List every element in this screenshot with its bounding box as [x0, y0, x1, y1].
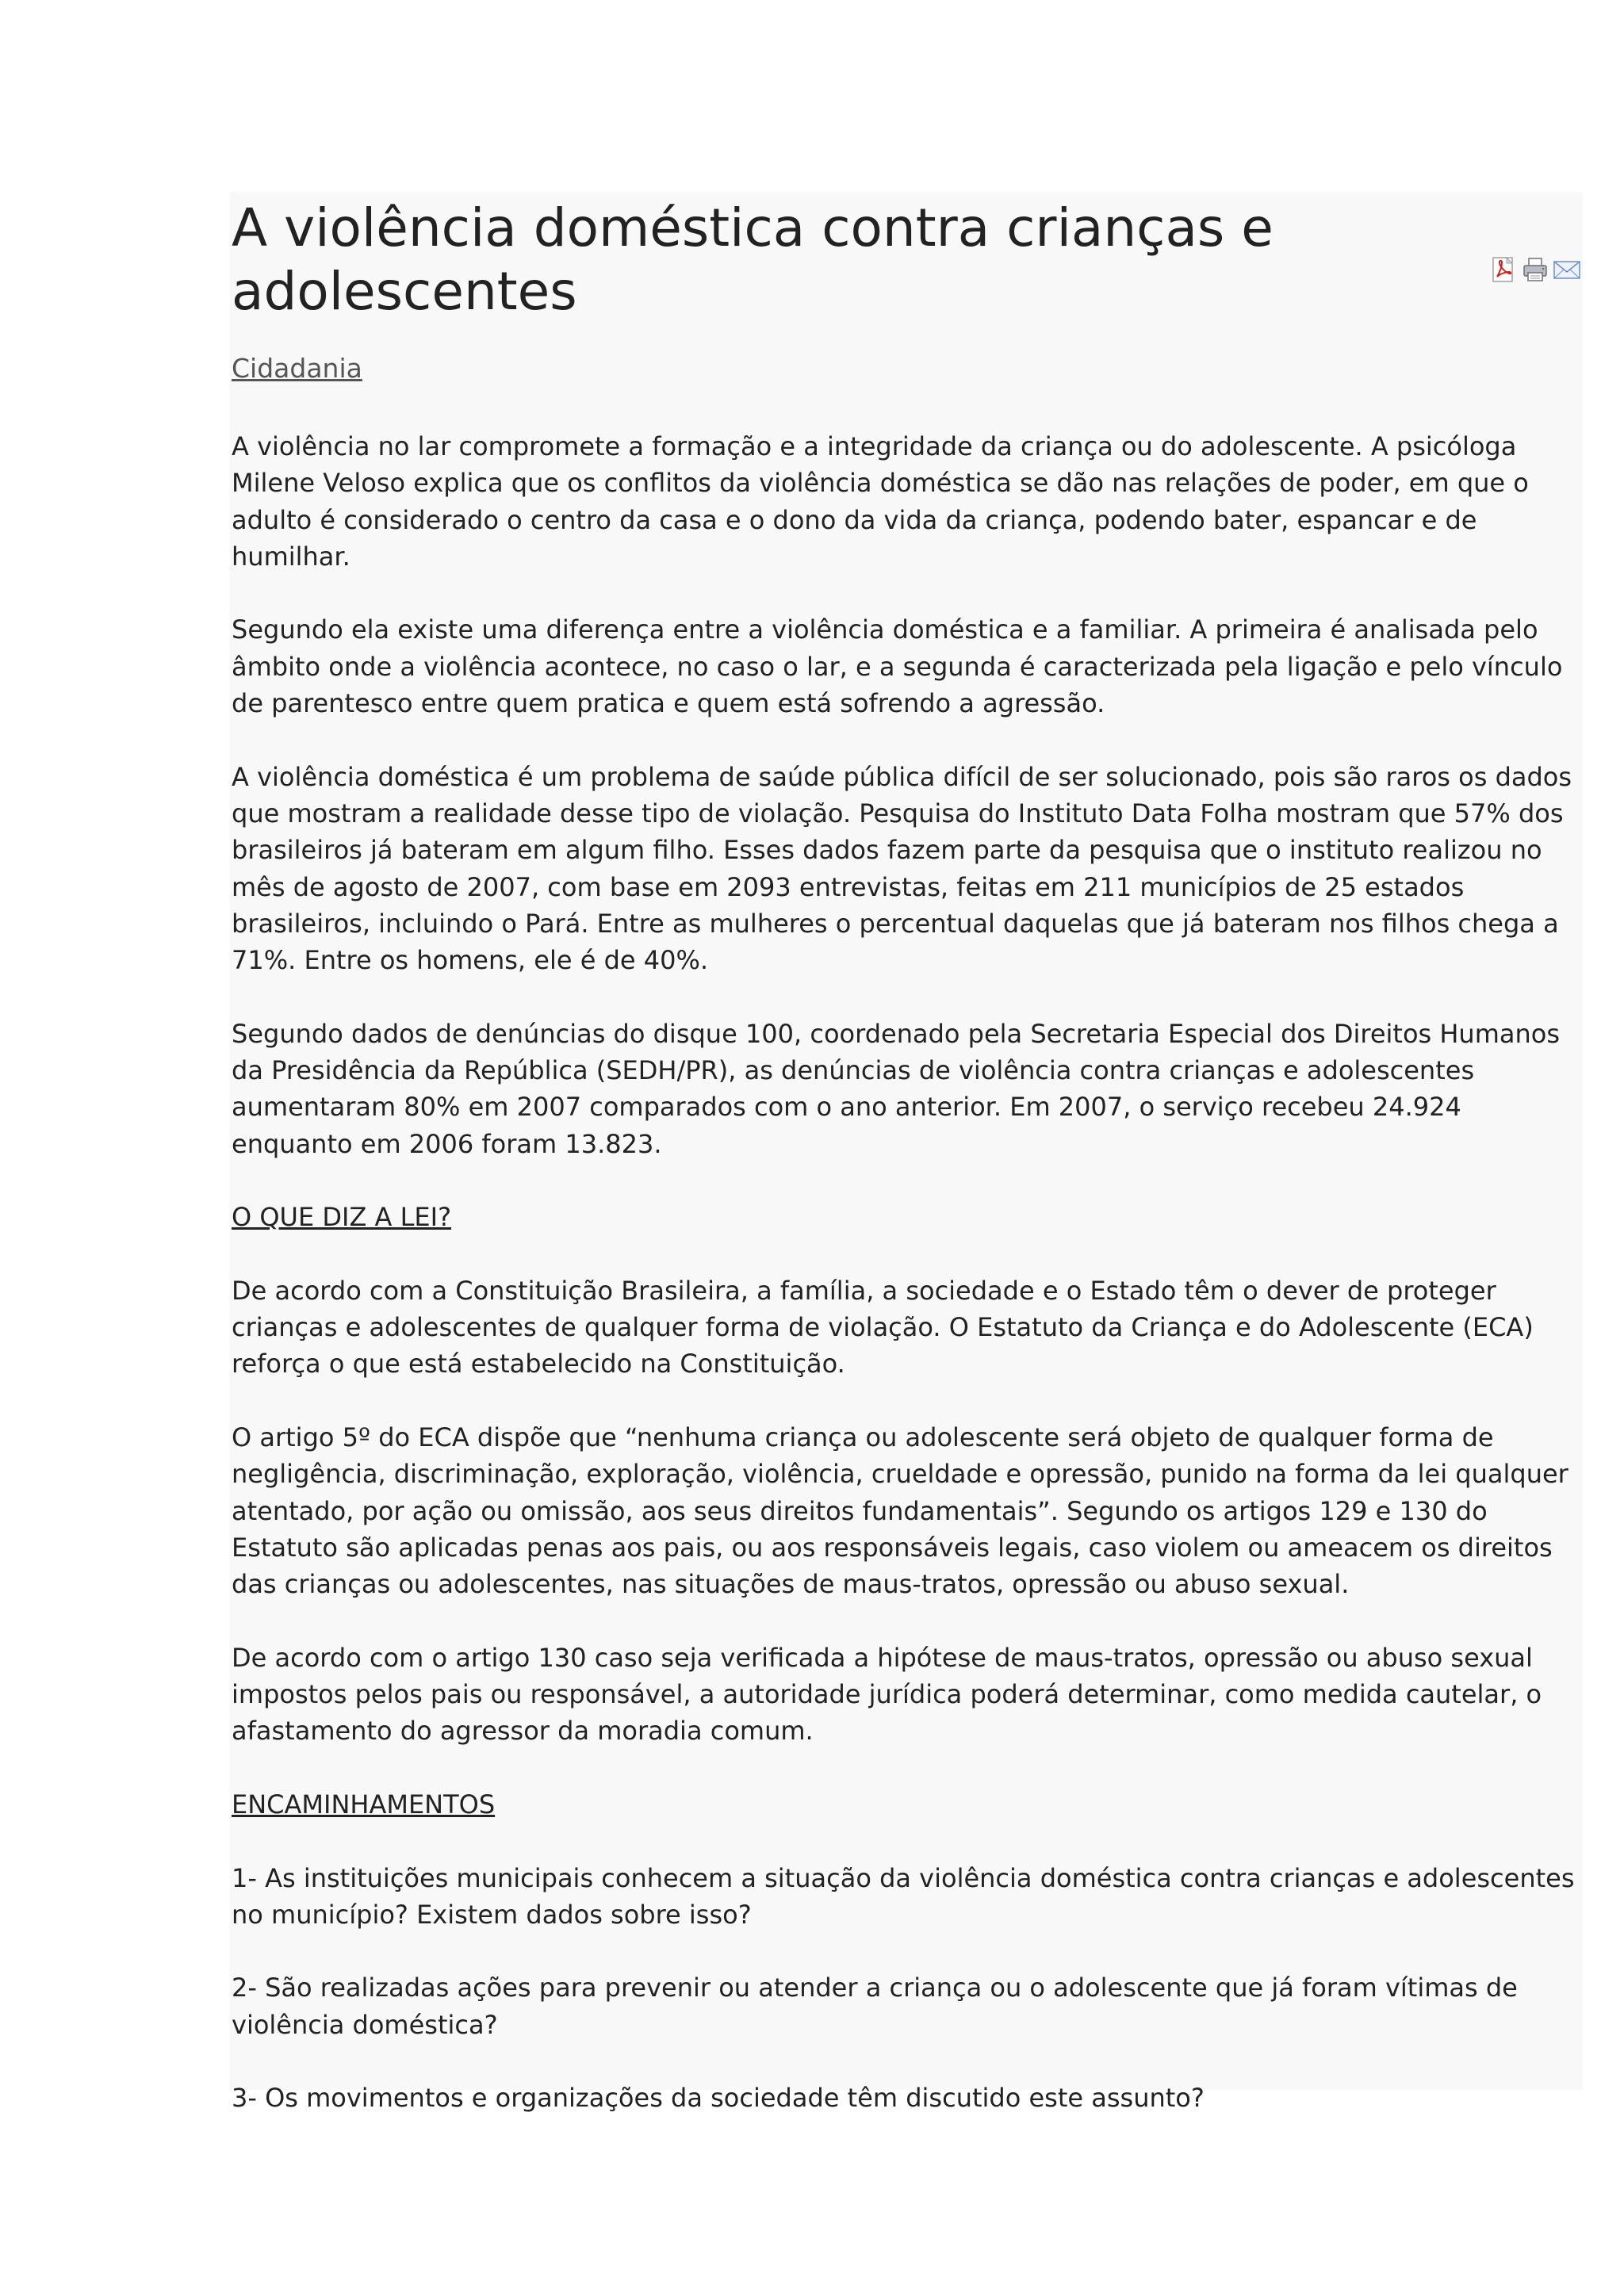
question-item: 3- Os movimentos e organizações da sociedade têm discutido este assunto?	[232, 2083, 1205, 2114]
paragraph: De acordo com a Constituição Brasileira, a família, a sociedade e o Estado têm o dever de proteger crianças e adolescentes de qualquer forma de violação. O Estatuto da Criança e do Adolescente (ECA) reforça o que está estabelecido na Constituição.	[232, 1275, 1534, 1380]
paragraph: A violência no lar compromete a formação e a integridade da criança ou do adolescente. A psicóloga Milene Veloso explica que os conflitos da violência doméstica se dão nas relações de poder, em que o adulto é considerado o centro da casa e o dono da vida da criança, podendo bater, espancar e de humilhar.	[232, 431, 1529, 572]
page-title: A violência doméstica contra crianças e adolescentes	[232, 197, 1274, 322]
category-link[interactable]: Cidadania	[232, 353, 362, 384]
paragraph: Segundo dados de denúncias do disque 100, coordenado pela Secretaria Especial dos Direitos Humanos da Presidência da República (SEDH/PR), as denúncias de violência contra crianças e adolescentes aumentaram 80% em 2007 comparados com o ano anterior. Em 2007, o serviço recebeu 24.924 enquanto em 2006 foram 13.823.	[232, 1018, 1561, 1159]
title-row	[230, 192, 1583, 339]
paragraph: O artigo 5º do ECA dispõe que “nenhuma criança ou adolescente será objeto de qualquer forma de negligência, discriminação, exploração, violência, crueldade e opressão, punido na forma da lei qualquer atentado, por ação ou omissão, aos seus direitos fundamentais”. Segundo os artigos 129 e 130 do Estatuto são aplicadas penas aos pais, ou aos responsáveis legais, caso violem ou ameacem os direitos das crianças ou adolescentes, nas situações de maus-tratos, opressão ou abuso sexual.	[232, 1422, 1568, 1600]
paragraph: A violência doméstica é um problema de saúde pública difícil de ser solucionado, pois são raros os dados que mostram a realidade desse tipo de violação. Pesquisa do Instituto Data Folha mostram que 57% dos brasileiros já bateram em algum filho. Esses dados fazem parte da pesquisa que o instituto realizou no mês de agosto de 2007, com base em 2093 entrevistas, feitas em 211 municípios de 25 estados brasileiros, incluindo o Pará. Entre as mulheres o percentual daquelas que já bateram nos filhos chega a 71%. Entre os homens, ele é de 40%.	[232, 761, 1572, 976]
paragraph: De acordo com o artigo 130 caso seja verificada a hipótese de maus-tratos, opressão ou abuso sexual impostos pelos pais ou responsável, a autoridade jurídica poderá determinar, como medida cautelar, o afastamento do agressor da moradia comum.	[232, 1642, 1542, 1747]
section-heading-encaminhamentos: ENCAMINHAMENTOS	[232, 1789, 496, 1820]
section-heading-lei: O QUE DIZ A LEI?	[232, 1202, 452, 1233]
paragraph: Segundo ela existe uma diferença entre a violência doméstica e a familiar. A primeira é analisada pelo âmbito onde a violência acontece, no caso o lar, e a segunda é caracterizada pela ligação e pelo vínculo de parentesco entre quem pratica e quem está sofrendo a agressão.	[232, 614, 1563, 719]
question-item: 1- As instituições municipais conhecem a situação da violência doméstica contra crianças e adolescentes no município? Existem dados sobre isso?	[232, 1862, 1575, 1930]
print-icon[interactable]	[1521, 255, 1549, 284]
article-tools	[1489, 255, 1581, 284]
article-body	[232, 428, 1580, 2153]
pdf-icon[interactable]	[1489, 255, 1518, 284]
question-item: 2- São realizadas ações para prevenir ou atender a criança ou o adolescente que já foram vítimas de violência doméstica?	[232, 1973, 1518, 2040]
article	[230, 192, 1583, 2114]
email-icon[interactable]	[1553, 255, 1581, 284]
